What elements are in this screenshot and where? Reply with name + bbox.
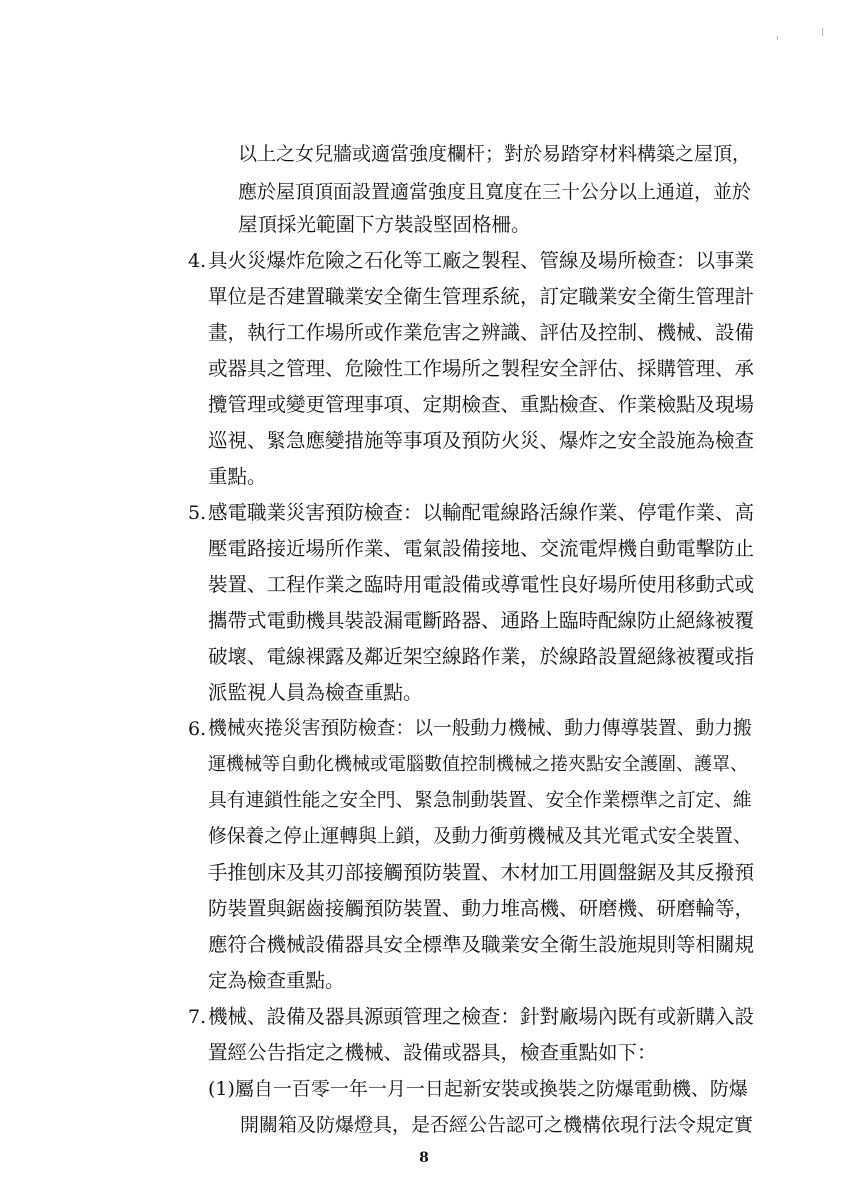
item-line: 裝置、工程作業之臨時用電設備或導電性良好場所使用移動式或 (208, 573, 755, 596)
subitem-line: (1)屬自一百零一年一月一日起新安裝或換裝之防爆電動機、防爆 (208, 1078, 748, 1100)
item-line: 派監視人員為檢查重點。 (208, 681, 423, 704)
item-line: 壓電路接近場所作業、電氣設備接地、交流電焊機自動電擊防止 (208, 537, 755, 560)
item-line: 畫，執行工作場所或作業危害之辨識、評估及控制、機械、設備 (208, 321, 755, 344)
item-line: 感電職業災害預防檢查：以輸配電線路活線作業、停電作業、高 (208, 501, 755, 524)
intro-line: 以上之女兒牆或適當強度欄杆；對於易踏穿材料構築之屋頂， (238, 143, 752, 165)
item-line: 破壞、電線裸露及鄰近架空線路作業，於線路設置絕緣被覆或指 (208, 645, 755, 668)
item-number: 6. (188, 718, 207, 740)
page-number: 8 (419, 1150, 429, 1166)
item-number: 4. (188, 250, 207, 272)
item-line: 應符合機械設備器具安全標準及職業安全衛生設施規則等相關規 (208, 933, 755, 956)
scan-mark (777, 36, 778, 40)
subitem-line: 開關箱及防爆燈具，是否經公告認可之機構依現行法令規定實 (240, 1114, 754, 1136)
item-line: 修保養之停止運轉與上鎖，及動力衝剪機械及其光電式安全裝置、 (208, 826, 752, 847)
item-line: 具火災爆炸危險之石化等工廠之製程、管線及場所檢查：以事業 (208, 249, 755, 272)
item-line: 攜帶式電動機具裝設漏電斷路器、通路上臨時配線防止絕緣被覆 (208, 609, 755, 632)
item-line: 防裝置與鋸齒接觸預防裝置、動力堆高機、研磨機、研磨輪等， (208, 897, 755, 920)
item-line: 置經公告指定之機械、設備或器具，檢查重點如下： (208, 1041, 657, 1064)
item-line: 或器具之管理、危險性工作場所之製程安全評估、採購管理、承 (208, 357, 755, 380)
item-number: 5. (188, 502, 207, 524)
item-number: 7. (188, 1006, 207, 1028)
scan-mark (822, 28, 823, 36)
item-line: 運機械等自動化機械或電腦數值控制機械之捲夾點安全護圍、護罩、 (208, 754, 748, 775)
item-line: 攬管理或變更管理事項、定期檢查、重點檢查、作業檢點及現場 (208, 393, 755, 416)
intro-line: 屋頂採光範圍下方裝設堅固格柵。 (238, 213, 531, 236)
intro-line: 應於屋頂頂面設置適當強度且寬度在三十公分以上通道，並於 (238, 181, 752, 203)
item-line: 具有連鎖性能之安全門、緊急制動裝置、安全作業標準之訂定、維 (208, 790, 752, 811)
item-line: 手推刨床及其刃部接觸預防裝置、木材加工用圓盤鋸及其反撥預 (208, 861, 755, 884)
item-line: 巡視、緊急應變措施等事項及預防火災、爆炸之安全設施為檢查 (208, 429, 755, 452)
item-line: 機械夾捲災害預防檢查：以一般動力機械、動力傳導裝置、動力搬 (208, 718, 752, 739)
item-line: 重點。 (208, 465, 267, 488)
item-line: 機械、設備及器具源頭管理之檢查：針對廠場內既有或新購入設 (208, 1005, 755, 1028)
item-line: 單位是否建置職業安全衛生管理系統，訂定職業安全衛生管理計 (208, 285, 755, 308)
item-line: 定為檢查重點。 (208, 969, 345, 992)
